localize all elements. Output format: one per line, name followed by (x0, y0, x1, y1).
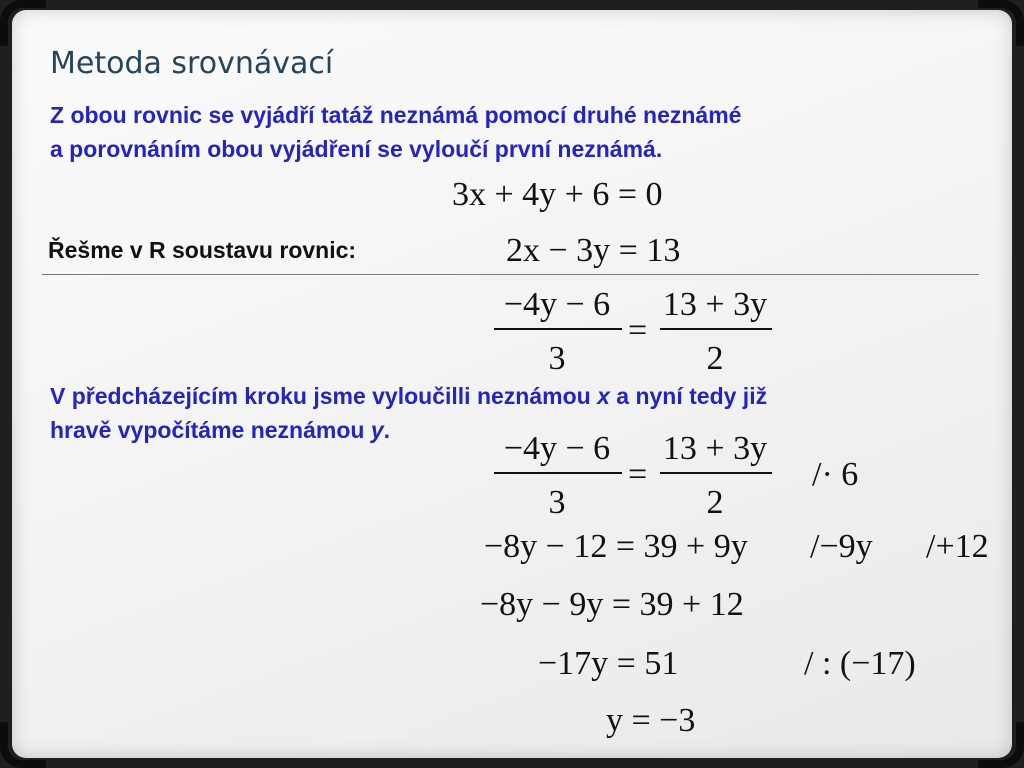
frac2-left-bar (494, 472, 622, 474)
intro-line-1: Z obou rovnic se vyjádří tatáž neznámá pomocí druhé neznámé (50, 102, 742, 128)
frac-right-bar (660, 328, 772, 330)
frac2-left-numerator: −4y − 6 (503, 430, 611, 467)
equation-1: 3x + 4y + 6 = 0 (452, 176, 663, 213)
note-variable-y: y (370, 417, 384, 443)
frac2-equals: = (628, 456, 648, 493)
operation-multiply-6: /· 6 (812, 456, 859, 493)
system-label: Řešme v R soustavu rovnic: (48, 237, 357, 263)
note-line-1 (50, 379, 767, 413)
slide-title: Metoda srovnávací (50, 46, 334, 81)
frame-corner-bottom-right (978, 722, 1024, 768)
operation-plus-12: /+12 (926, 528, 989, 565)
operation-divide-minus-17: / : (−17) (804, 645, 916, 682)
note-line-2-end: . (383, 417, 391, 443)
step-2: −8y − 9y = 39 + 12 (480, 586, 744, 623)
divider-line (42, 274, 979, 275)
note-line-1-start: V předcházejícím kroku jsme vyloučilli neznámou (50, 383, 598, 409)
frac-left-numerator: −4y − 6 (503, 286, 611, 323)
frac2-right-numerator: 13 + 3y (662, 430, 768, 467)
intro-text (50, 98, 741, 166)
step-1: −8y − 12 = 39 + 9y (484, 528, 748, 565)
result: y = −3 (606, 702, 696, 739)
equation-2: 2x − 3y = 13 (506, 232, 681, 269)
frame-corner-top-left (0, 0, 46, 46)
frac-right-denominator: 2 (706, 340, 724, 377)
note-line-1-end: a nyní tedy již (609, 383, 768, 409)
note-line-2-start: hravě vypočítáme neznámou (50, 417, 371, 443)
intro-line-2: a porovnáním obou vyjádření se vyloučí první neznámá. (50, 136, 663, 162)
frac2-right-denominator: 2 (706, 484, 724, 521)
operation-minus-9y: /−9y (810, 528, 873, 565)
frac2-right-bar (660, 472, 772, 474)
step-3: −17y = 51 (538, 645, 679, 682)
frac-left-denominator: 3 (548, 340, 566, 377)
frame-corner-top-right (978, 0, 1024, 46)
frac-right-numerator: 13 + 3y (662, 286, 768, 323)
note-variable-x: x (597, 383, 610, 409)
frac2-left-denominator: 3 (548, 484, 566, 521)
frac-left-bar (494, 328, 622, 330)
frame-corner-bottom-left (0, 722, 46, 768)
frac-equals: = (628, 312, 648, 349)
